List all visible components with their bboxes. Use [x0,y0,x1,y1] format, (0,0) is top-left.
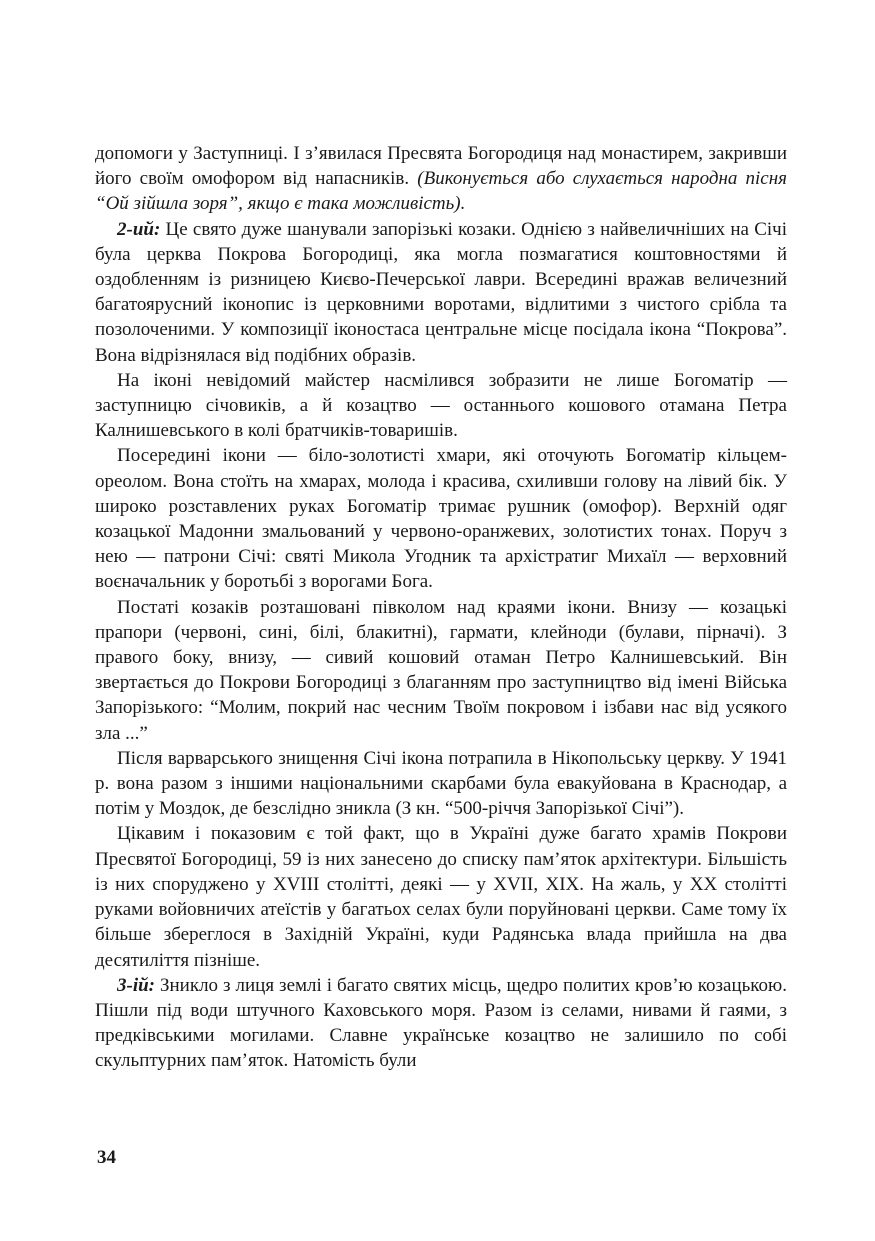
paragraph-text: Постаті козаків розташовані півколом над краями ікони. Внизу — козацькі прапори (червоні, сині, білі, блакитні), гармати, клейноди (булави, пірначі). З правого боку, внизу, — сивий кошовий отаман Петро Калнишевський. Він звертається до Покрови Богородиці з благанням про заступництво від імені Війська Запорізького: “Молим, покрий нас чесним Твоїм покровом і ізбави нас від усякого зла ...” [95,596,787,744]
paragraph-5 [95,595,787,746]
paragraph-text: Цікавим і показовим є той факт, що в Україні дуже багато храмів Покрови Пресвятої Богородиці, 59 із них занесено до списку пам’яток архітектури. Більшість із них споруджено у XVIII столітті, деякі — у XVII, XIX. На жаль, у XX столітті руками войовничих атеїстів у багатьох селах були поруйновані церкви. Саме тому їх більше збереглося в Західній Україні, куди Радянська влада прийшла на два десятиліття пізніше. [95,823,787,971]
paragraph-text: Це свято дуже шанували запорізькі козаки. Однією з найвеличніших на Січі була церква Покрова Богородиці, яка могла позмагатися коштовностями й оздобленням із ризницею Києво-Печерської лаври. Всередині вражав величезний багатоярусний іконопис із церковними воротами, відлитими з чистого срібла та позолоченими. У композиції іконостаса центральне місце посідала ікона “Покрова”. Вона відрізнялася від подібних образів. [95,218,787,366]
paragraph-7 [95,821,787,972]
stage-direction: (Виконується або слухається народна пісня “Ой зійшла зоря”, якщо є така можливість). [95,168,787,215]
speaker-label: 3-ій: [117,974,155,996]
paragraph-2 [95,217,787,368]
paragraph-8 [95,973,787,1074]
paragraph-4 [95,443,787,594]
paragraph-text: Посередині ікони — біло-золотисті хмари, які оточують Богоматір кільцем-ореолом. Вона стоїть на хмарах, молода і красива, схиливши голову на лівий бік. У широко розставлених руках Богоматір тримає рушник (омофор). Верхній одяг козацької Мадонни змальований у червоно-оранжевих, золотистих тонах. Поруч з нею — патрони Січі: святі Микола Угодник та архістратиг Михаїл — верховний воєначальник у боротьбі з ворогами Бога. [95,445,787,593]
speaker-label: 2-ий: [117,218,161,240]
paragraph-6 [95,746,787,822]
page-body [95,141,787,1074]
paragraph-1 [95,141,787,217]
page-number: 34 [97,1147,116,1168]
paragraph-text: Після варварського знищення Січі ікона потрапила в Нікопольську церкву. У 1941 р. вона разом з іншими національними скарбами була евакуйована в Краснодар, а потім у Моздок, де безслідно зникла (З кн. “500-річчя Запорізької Січі”). [95,747,787,820]
paragraph-3 [95,368,787,444]
paragraph-text: Зникло з лиця землі і багато святих місць, щедро политих кров’ю козацькою. Пішли під води штучного Каховського моря. Разом із селами, нивами й гаями, з предківськими могилами. Славне українське козацтво не залишило по собі скульптурних пам’яток. Натомість були [95,974,787,1072]
paragraph-text: На іконі невідомий майстер насмілився зобразити не лише Богоматір — заступницю січовиків, а й козацтво — останнього кошового отамана Петра Калнишевського в колі братчиків-товаришів. [95,369,787,442]
paragraph-text: допомоги у Заступниці. І з’явилася Пресвята Богородиця над монастирем, закривши його своїм омофором від напасників. [95,143,787,190]
